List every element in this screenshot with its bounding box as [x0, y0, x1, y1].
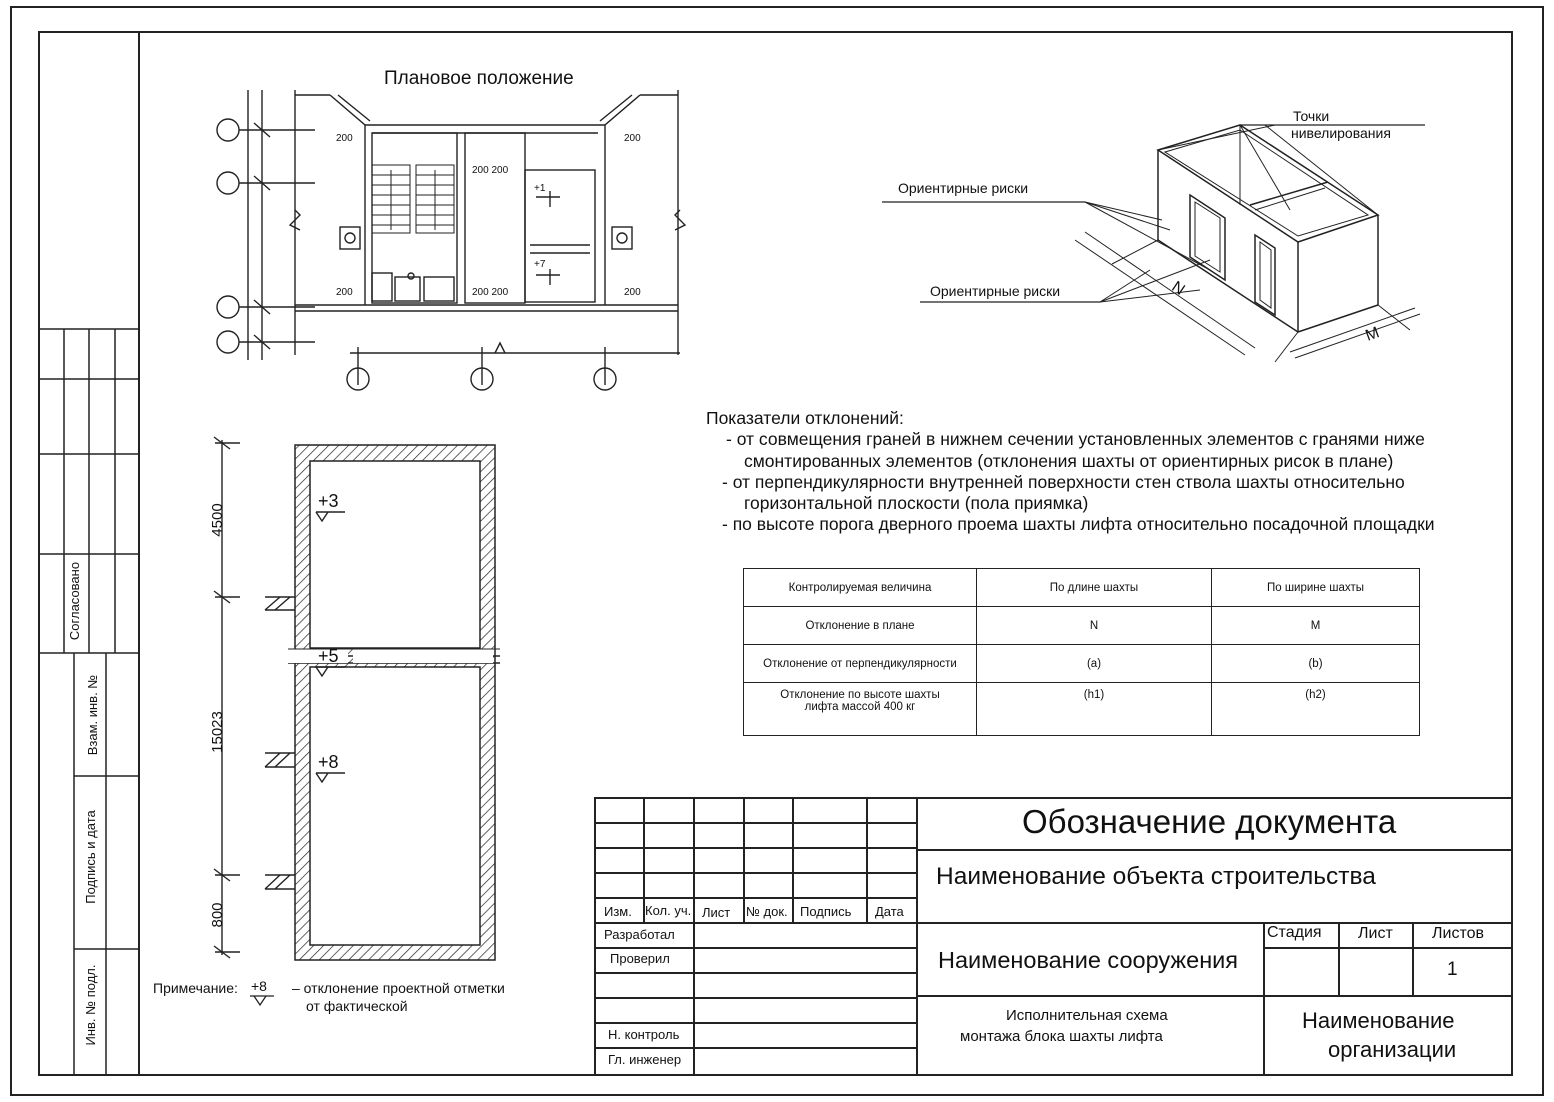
tb-role-norm-control: Н. контроль — [608, 1027, 680, 1042]
deviations-heading: Показатели отклонений: — [706, 408, 904, 428]
section-dim-15023: 15023 — [209, 711, 226, 753]
organization-name-line-1: Наименование — [1302, 1008, 1455, 1033]
plan-mark-plus7: +7 — [534, 259, 546, 270]
plan-drawing — [210, 85, 690, 395]
axis-bubble-left-4 — [217, 331, 239, 353]
replace-inv-label: Взам. инв. № — [85, 674, 100, 756]
table-cell: Отклонение по высоте шахты лифта массой 400 кг — [744, 683, 977, 736]
agreed-label: Согласовано — [67, 561, 82, 641]
iso-label-points-1: Точки — [1293, 108, 1330, 124]
table-cell: (h2) — [1212, 683, 1420, 736]
table-row — [744, 607, 1420, 645]
plan-title: Плановое положение — [384, 68, 574, 89]
iso-dim-n: N — [1168, 278, 1188, 299]
table-cell: N — [977, 607, 1212, 645]
tb-col-header: Лист — [702, 905, 731, 920]
deviations-block — [706, 408, 1435, 536]
plan-dim-200-200-b: 200 200 — [472, 287, 509, 298]
tb-role-chief-engineer: Гл. инженер — [608, 1052, 682, 1067]
iso-dim-m: M — [1363, 324, 1382, 345]
section-dim-4500: 4500 — [209, 503, 226, 537]
section-mark-plus3: +3 — [318, 491, 339, 511]
axis-bubble-left-3 — [217, 296, 239, 318]
plan-dim-200-200-a: 200 200 — [472, 165, 509, 176]
section-mark-plus5: +5 — [318, 646, 339, 666]
object-name: Наименование объекта строительства — [936, 863, 1376, 890]
plan-dim-200-c: 200 — [336, 287, 353, 298]
axis-bubble-left-2 — [217, 172, 239, 194]
deviation-item-1a: - от совмещения граней в нижнем сечении установленных элементов с гранями ниже — [726, 429, 1425, 450]
table-cell: (h1) — [977, 683, 1212, 736]
section-dim-800: 800 — [209, 902, 226, 928]
table-cell: Отклонение в плане — [744, 607, 977, 645]
title-block — [594, 797, 1513, 1076]
iso-label-points-2: нивелирования — [1291, 125, 1391, 141]
tb-col-header: № док. — [746, 904, 788, 919]
sheets-label: Листов — [1432, 925, 1484, 942]
sheet-label: Лист — [1358, 925, 1393, 942]
deviation-item-1b: смонтированных элементов (отклонения шахты от ориентирных рисок в плане) — [744, 450, 1394, 471]
table-cell: Отклонение от перпендикулярности — [744, 645, 977, 683]
table-row — [744, 683, 1420, 736]
table-row — [744, 645, 1420, 683]
drawing-title-line-1: Исполнительная схема — [1006, 1007, 1168, 1024]
table-header-cell: По ширине шахты — [1212, 569, 1420, 607]
stage-label: Стадия — [1267, 924, 1322, 941]
plan-dim-200-b: 200 — [624, 133, 641, 144]
deviation-item-3: - по высоте порога дверного проема шахты лифта относительно посадочной площадки — [722, 514, 1435, 535]
table-cell: M — [1212, 607, 1420, 645]
note-line-2: от фактической — [306, 998, 408, 1014]
tb-col-header: Подпись — [800, 904, 852, 919]
note-mark: +8 — [251, 978, 267, 994]
drawing-title-line-2: монтажа блока шахты лифта — [960, 1028, 1163, 1045]
structure-name: Наименование сооружения — [938, 947, 1239, 973]
table-header-row — [744, 569, 1420, 607]
tb-role-checked: Проверил — [610, 951, 670, 966]
note-line-1: – отклонение проектной отметки — [292, 980, 505, 996]
isometric-drawing — [880, 100, 1440, 380]
control-table — [743, 568, 1420, 736]
doc-designation: Обозначение документа — [1022, 803, 1397, 840]
table-header-cell: Контролируемая величина — [744, 569, 977, 607]
tb-col-header: Изм. — [604, 904, 632, 919]
iso-label-risks-1: Ориентирные риски — [898, 180, 1029, 196]
plan-mark-plus1: +1 — [534, 183, 546, 194]
section-drawing — [200, 435, 510, 965]
plan-dim-200-a: 200 — [336, 133, 353, 144]
table-cell: (b) — [1212, 645, 1420, 683]
note-mark-symbol — [248, 994, 278, 1008]
sheets-value: 1 — [1447, 959, 1458, 980]
tb-col-header: Кол. уч. — [645, 903, 692, 918]
tb-role-developed: Разработал — [604, 927, 675, 942]
deviation-item-2a: - от перпендикулярности внутренней поверхности стен ствола шахты относительно — [722, 471, 1405, 492]
deviation-item-2b: горизонтальной плоскости (пола приямка) — [744, 493, 1089, 514]
note-label: Примечание: — [153, 980, 238, 996]
plan-dim-200-d: 200 — [624, 287, 641, 298]
left-strip-grid — [38, 31, 142, 1078]
table-header-cell: По длине шахты — [977, 569, 1212, 607]
section-mark-plus8: +8 — [318, 752, 339, 772]
organization-name-line-2: организации — [1328, 1037, 1457, 1062]
inv-original-label: Инв. № подл. — [83, 964, 98, 1046]
axis-bubble-left-1 — [217, 119, 239, 141]
iso-label-risks-2: Ориентирные риски — [930, 283, 1061, 299]
tb-col-header: Дата — [875, 904, 904, 919]
signature-date-label: Подпись и дата — [83, 810, 98, 904]
table-cell: (a) — [977, 645, 1212, 683]
